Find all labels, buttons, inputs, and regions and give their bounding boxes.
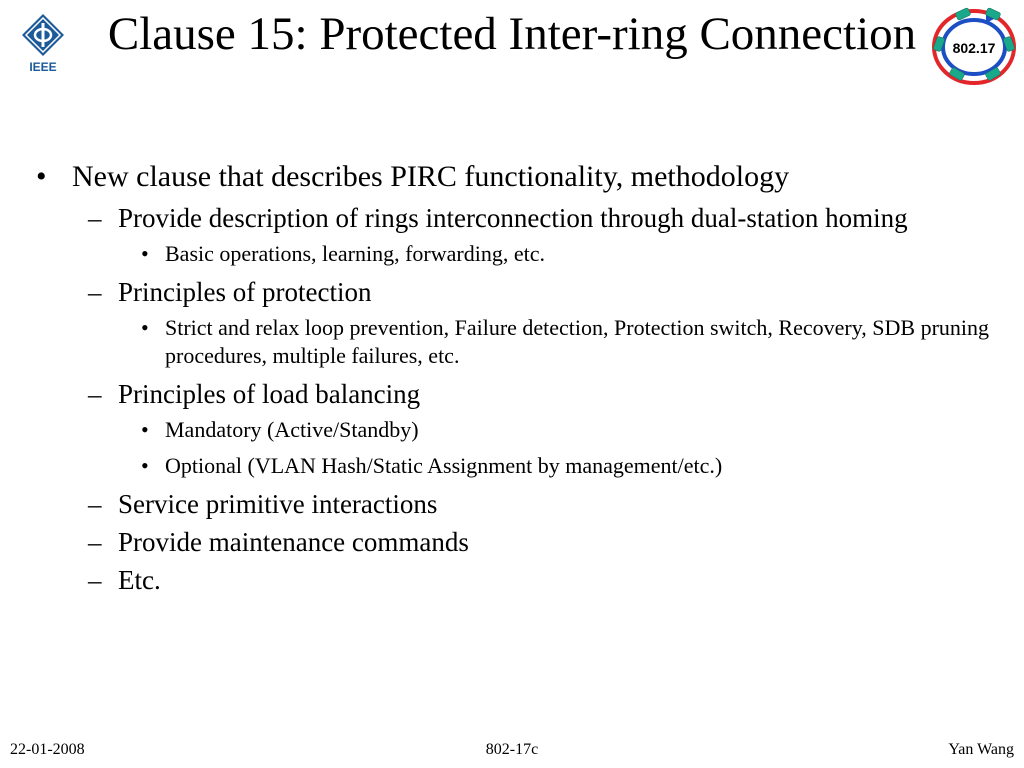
bullet-item: • Strict and relax loop prevention, Failure detection, Protection switch, Recovery, SDB pruning procedures, multiple failures, etc. <box>165 314 1024 378</box>
bullet-item: • Optional (VLAN Hash/Static Assignment by management/etc.) <box>165 452 1024 488</box>
bullet-item: • Mandatory (Active/Standby) <box>165 416 1024 452</box>
bullet-item: – Etc. <box>118 564 1024 602</box>
footer-author: Yan Wang <box>948 741 1014 758</box>
ring-logo-label: 802.17 <box>952 40 996 56</box>
bullet-list <box>0 160 1024 602</box>
bullet-item: – Provide maintenance commands <box>118 526 1024 564</box>
bullet-item: • New clause that describes PIRC functionality, methodology <box>72 160 1024 202</box>
bullet-item: – Provide description of rings interconnection through dual-station homing <box>118 202 1024 240</box>
ring-icon <box>928 4 1020 88</box>
ring-802-17-logo <box>928 4 1020 88</box>
footer-doc-id: 802-17c <box>485 741 539 758</box>
bullet-item: – Principles of protection <box>118 276 1024 314</box>
ieee-diamond-icon <box>20 12 66 74</box>
slide-title: Clause 15: Protected Inter-ring Connection <box>107 8 917 60</box>
bullet-item: • Basic operations, learning, forwarding, etc. <box>165 240 1024 276</box>
ieee-logo-text: IEEE <box>29 60 57 74</box>
bullet-item: – Service primitive interactions <box>118 488 1024 526</box>
bullet-item: – Principles of load balancing <box>118 378 1024 416</box>
footer-date: 22-01-2008 <box>10 741 85 758</box>
ieee-logo <box>20 12 66 74</box>
